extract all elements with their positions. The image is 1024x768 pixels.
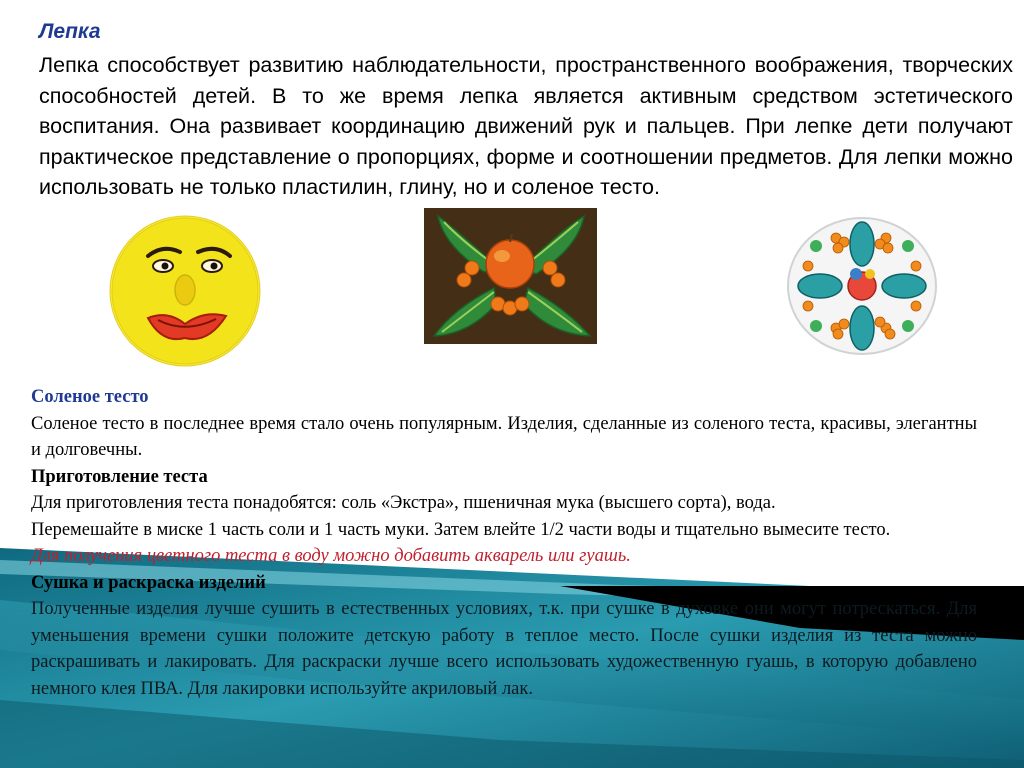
- section-title-drying: Сушка и раскраска изделий: [31, 572, 266, 593]
- section-title-preparation: Приготовление теста: [31, 466, 208, 487]
- fruit-leaves-clay-icon: [424, 208, 597, 344]
- section-salt-dough: [31, 384, 977, 702]
- sun-face-clay-icon: [108, 214, 262, 368]
- preparation-text-1: Для приготовления теста понадобятся: соль «Экстра», пшеничная мука (высшего сорта), вода.: [31, 493, 776, 513]
- section-body-lepka: Лепка способствует развитию наблюдательности, пространственного воображения, творческих способностей детей. В то же время лепка является активным средством эстетического воспитания. Она развивает координацию движений рук и пальцев. При лепке дети получают практическое представление о пропорциях, форме и соотношении предметов. Для лепки можно использовать не только пластилин, глину, но и соленое тесто.: [39, 53, 1013, 199]
- color-note: Для получения цветного теста в воду можно добавить акварель или гуашь.: [31, 546, 631, 566]
- section-title-salt-dough: Соленое тесто: [31, 387, 149, 407]
- section-title-lepka: Лепка: [39, 20, 101, 43]
- preparation-text-2: Перемешайте в миске 1 часть соли и 1 часть муки. Затем влейте 1/2 части воды и тщательно вымесите тесто.: [31, 519, 891, 540]
- drying-text: Полученные изделия лучше сушить в естественных условиях, т.к. при сушке в духовке они могут потрескаться. Для уменьшения времени сушки положите детскую работу в теплое место. После сушки изделия из теста можно раскрашивать и лакировать. Для раскраски лучше всего использовать художественную гуашь, в которую добавлено немного клея ПВА. Для лакировки используйте акриловый лак.: [31, 599, 977, 699]
- salt-dough-intro: Соленое тесто в последнее время стало очень популярным. Изделия, сделанные из соленого теста, красивы, элегантны и долговечны.: [31, 413, 977, 460]
- decorative-plate-clay-icon: [786, 216, 938, 356]
